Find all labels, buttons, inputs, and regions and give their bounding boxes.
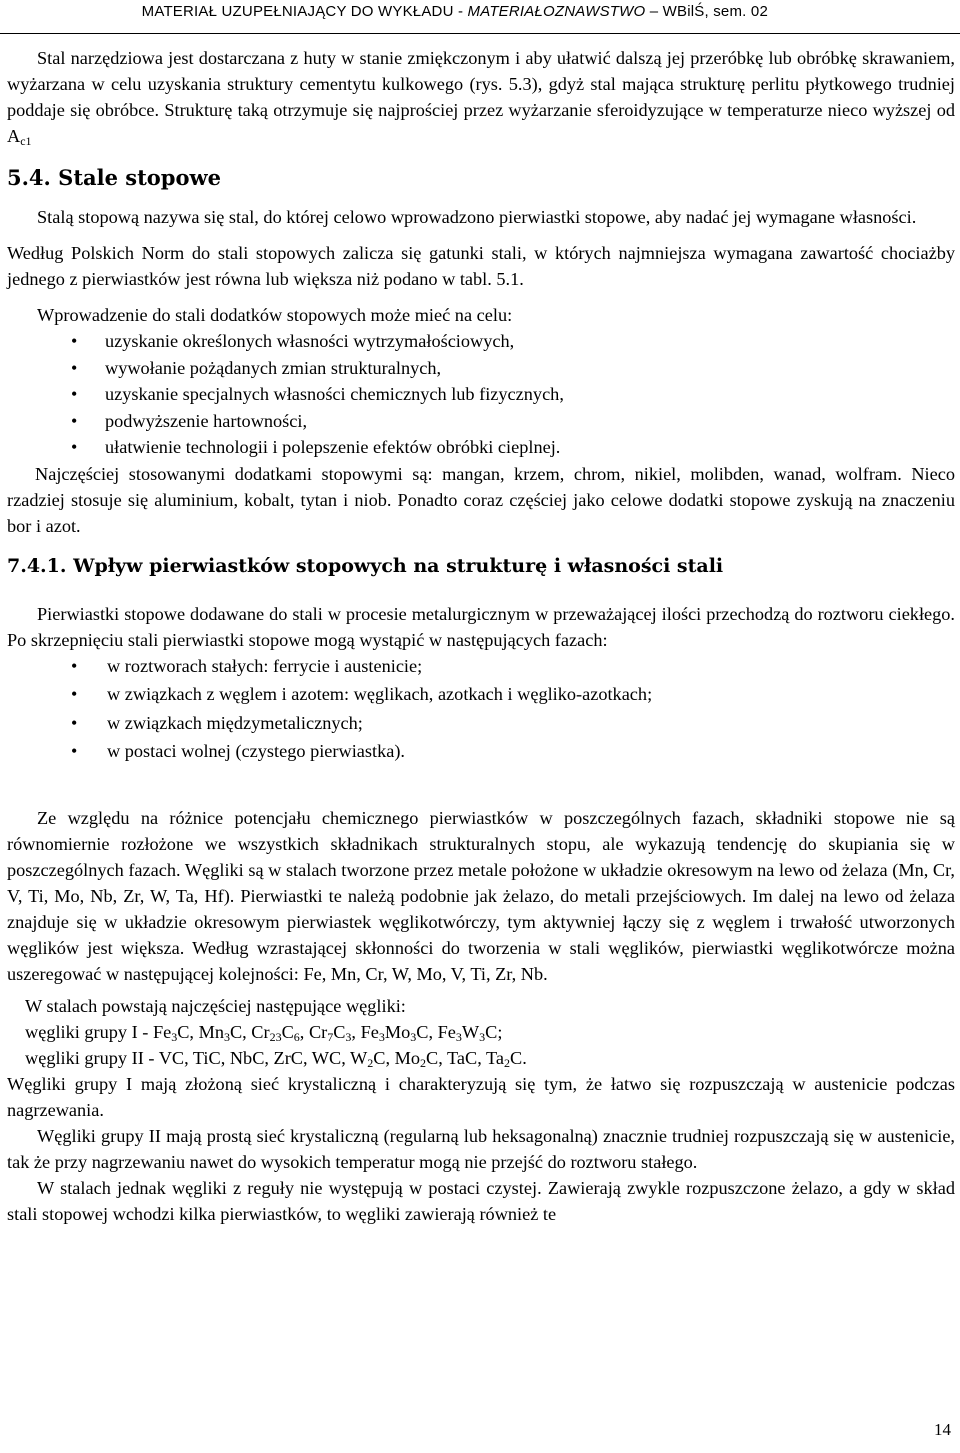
paragraph: Najczęściej stosowanymi dodatkami stopowymi są: mangan, krzem, chrom, nikiel, molibden, wanad, wolfram. Nieco rzadziej stosuje się aluminium, kobalt, tytan i niob. Ponadto coraz częściej jako celowe dodatki stopowe zyskują na znaczeniu bor i azot. (7, 463, 955, 536)
list-item: • uzyskanie określonych własności wytrzymałościowych, (7, 328, 955, 355)
subscript: c1 (20, 134, 32, 148)
phases-list (7, 653, 955, 767)
header-course-label: MATERIAŁ UZUPEŁNIAJĄCY DO WYKŁADU - (141, 3, 468, 20)
page-content (7, 45, 955, 1227)
header-subject: MATERIAŁOZNAWSTWO (467, 3, 646, 20)
paragraph: Pierwiastki stopowe dodawane do stali w procesie metalurgicznym w przeważającej ilości przechodzą do roztworu ciekłego. Po skrzepnięciu stali pierwiastki stopowe mogą wystąpić w następujących fazach: (7, 603, 955, 650)
list-item: • w postaci wolnej (czystego pierwiastka). (7, 738, 955, 767)
paragraph: Węgliki grupy I mają złożoną sieć krystaliczną i charakteryzują się tym, że łatwo się rozpuszczają w austenicie podczas nagrzewania. (7, 1073, 955, 1120)
list-item: • podwyższenie hartowności, (7, 408, 955, 435)
paragraph: Węgliki grupy II mają prostą sieć krystaliczną (regularną lub heksagonalną) znacznie trudniej rozpuszczają się w austenicie, tak że przy nagrzewaniu nawet do wysokich temperatur mogą nie przejść do roztworu stałego. (7, 1125, 955, 1172)
paragraph: W stalach jednak węgliki z reguły nie występują w postaci czystej. Zawierają zwykle rozpuszczone żelazo, a gdy w skład stali stopowej wchodzi kilka pierwiastków, to węgliki zawierają również te (7, 1177, 955, 1224)
paragraph: Wprowadzenie do stali dodatków stopowych może mieć na celu: (37, 305, 513, 325)
page-number: 14 (934, 1420, 951, 1439)
spacer (7, 230, 955, 240)
list-item: • w związkach z węglem i azotem: węglikach, azotkach i węgliko-azotkach; (7, 681, 955, 710)
carbides-group-2: węgliki grupy II - VC, TiC, NbC, ZrC, WC, $W_2C$, $Mo_2C$, TaC, $Ta_2C$. (25, 1047, 527, 1070)
header-text (142, 3, 768, 20)
carbides-group-1: węgliki grupy I - $Fe_3C$, $Mn_3C$, $Cr_{23}C_6$, $Cr_7C_3$, $Fe_3Mo_3C$, $Fe_3W_3C$; (25, 1021, 503, 1044)
list-item: • wywołanie pożądanych zmian strukturalnych, (7, 355, 955, 382)
page-header (0, 0, 960, 34)
paragraph: Ze względu na różnice potencjału chemicznego pierwiastków w poszczególnych fazach, składniki stopowe nie są równomiernie rozłożone we wszystkich składnikach strukturalnych stopu, ale wykazują tendencję do skupiania się w poszczególnych fazach. Węgliki są w stalach tworzone przez metale położone w układzie okresowym na lewo od żelaza (Mn, Cr, V, Ti, Mo, Nb, Zr, W, Ta, Hf). Pierwiastki te należą podobnie jak żelazo, do metali przejściowych. Im dalej na lewo od żelaza znajduje się w układzie okresowym pierwiastek węglikotwórczy, tym aktywniej łączy się z węglem i trwałość utworzonych węglików jest większa. Według wzrastającej skłonności do tworzenia w stali węglików, pierwiastki węglikotwórcze można uszeregować w następującej kolejności: Fe, Mn, Cr, W, Mo, V, Ti, Zr, Nb. (7, 807, 955, 984)
header-faculty-semester: – WBilŚ, sem. 02 (645, 3, 768, 20)
list-item: • w roztworach stałych: ferrycie i austenicie; (7, 653, 955, 682)
spacer (7, 292, 955, 302)
paragraph: Stalą stopową nazywa się stal, do której celowo wprowadzono pierwiastki stopowe, aby nadać jej wymagane własności. (37, 207, 917, 227)
list-item: • ułatwienie technologii i polepszenie efektów obróbki cieplnej. (7, 434, 955, 461)
spacer (7, 767, 955, 805)
paragraph: Według Polskich Norm do stali stopowych zalicza się gatunki stali, w których najmniejsza wymagana zawartość chociażby jednego z pierwiastków jest równa lub większa niż podano w tabl. 5.1. (7, 243, 955, 289)
intro-paragraph: Stal narzędziowa jest dostarczana z huty w stanie zmiękczonym i aby ułatwić dalszą jej przeróbkę lub obróbkę skrawaniem, wyżarzana w celu uzyskania struktury cementytu kulkowego (rys. 5.3), gdyż stal mająca strukturę perlitu płytkowego trudniej poddaje się obróbce. Strukturę taką otrzymuje się najprościej przez wyżarzanie sferoidyzujące w temperaturze nieco wyższej od $A_{c1}$ (7, 48, 955, 148)
carbides-intro: W stalach powstają najczęściej następujące węgliki: (25, 995, 406, 1016)
section-heading-5-4: 5.4. Stale stopowe (7, 165, 221, 190)
goals-list (7, 328, 955, 461)
list-item: • w związkach międzymetalicznych; (7, 710, 955, 739)
list-item: • uzyskanie specjalnych własności chemicznych lub fizycznych, (7, 381, 955, 408)
section-heading-7-4-1: 7.4.1. Wpływ pierwiastków stopowych na strukturę i własności stali (7, 554, 724, 577)
carbides-block (7, 993, 955, 1071)
